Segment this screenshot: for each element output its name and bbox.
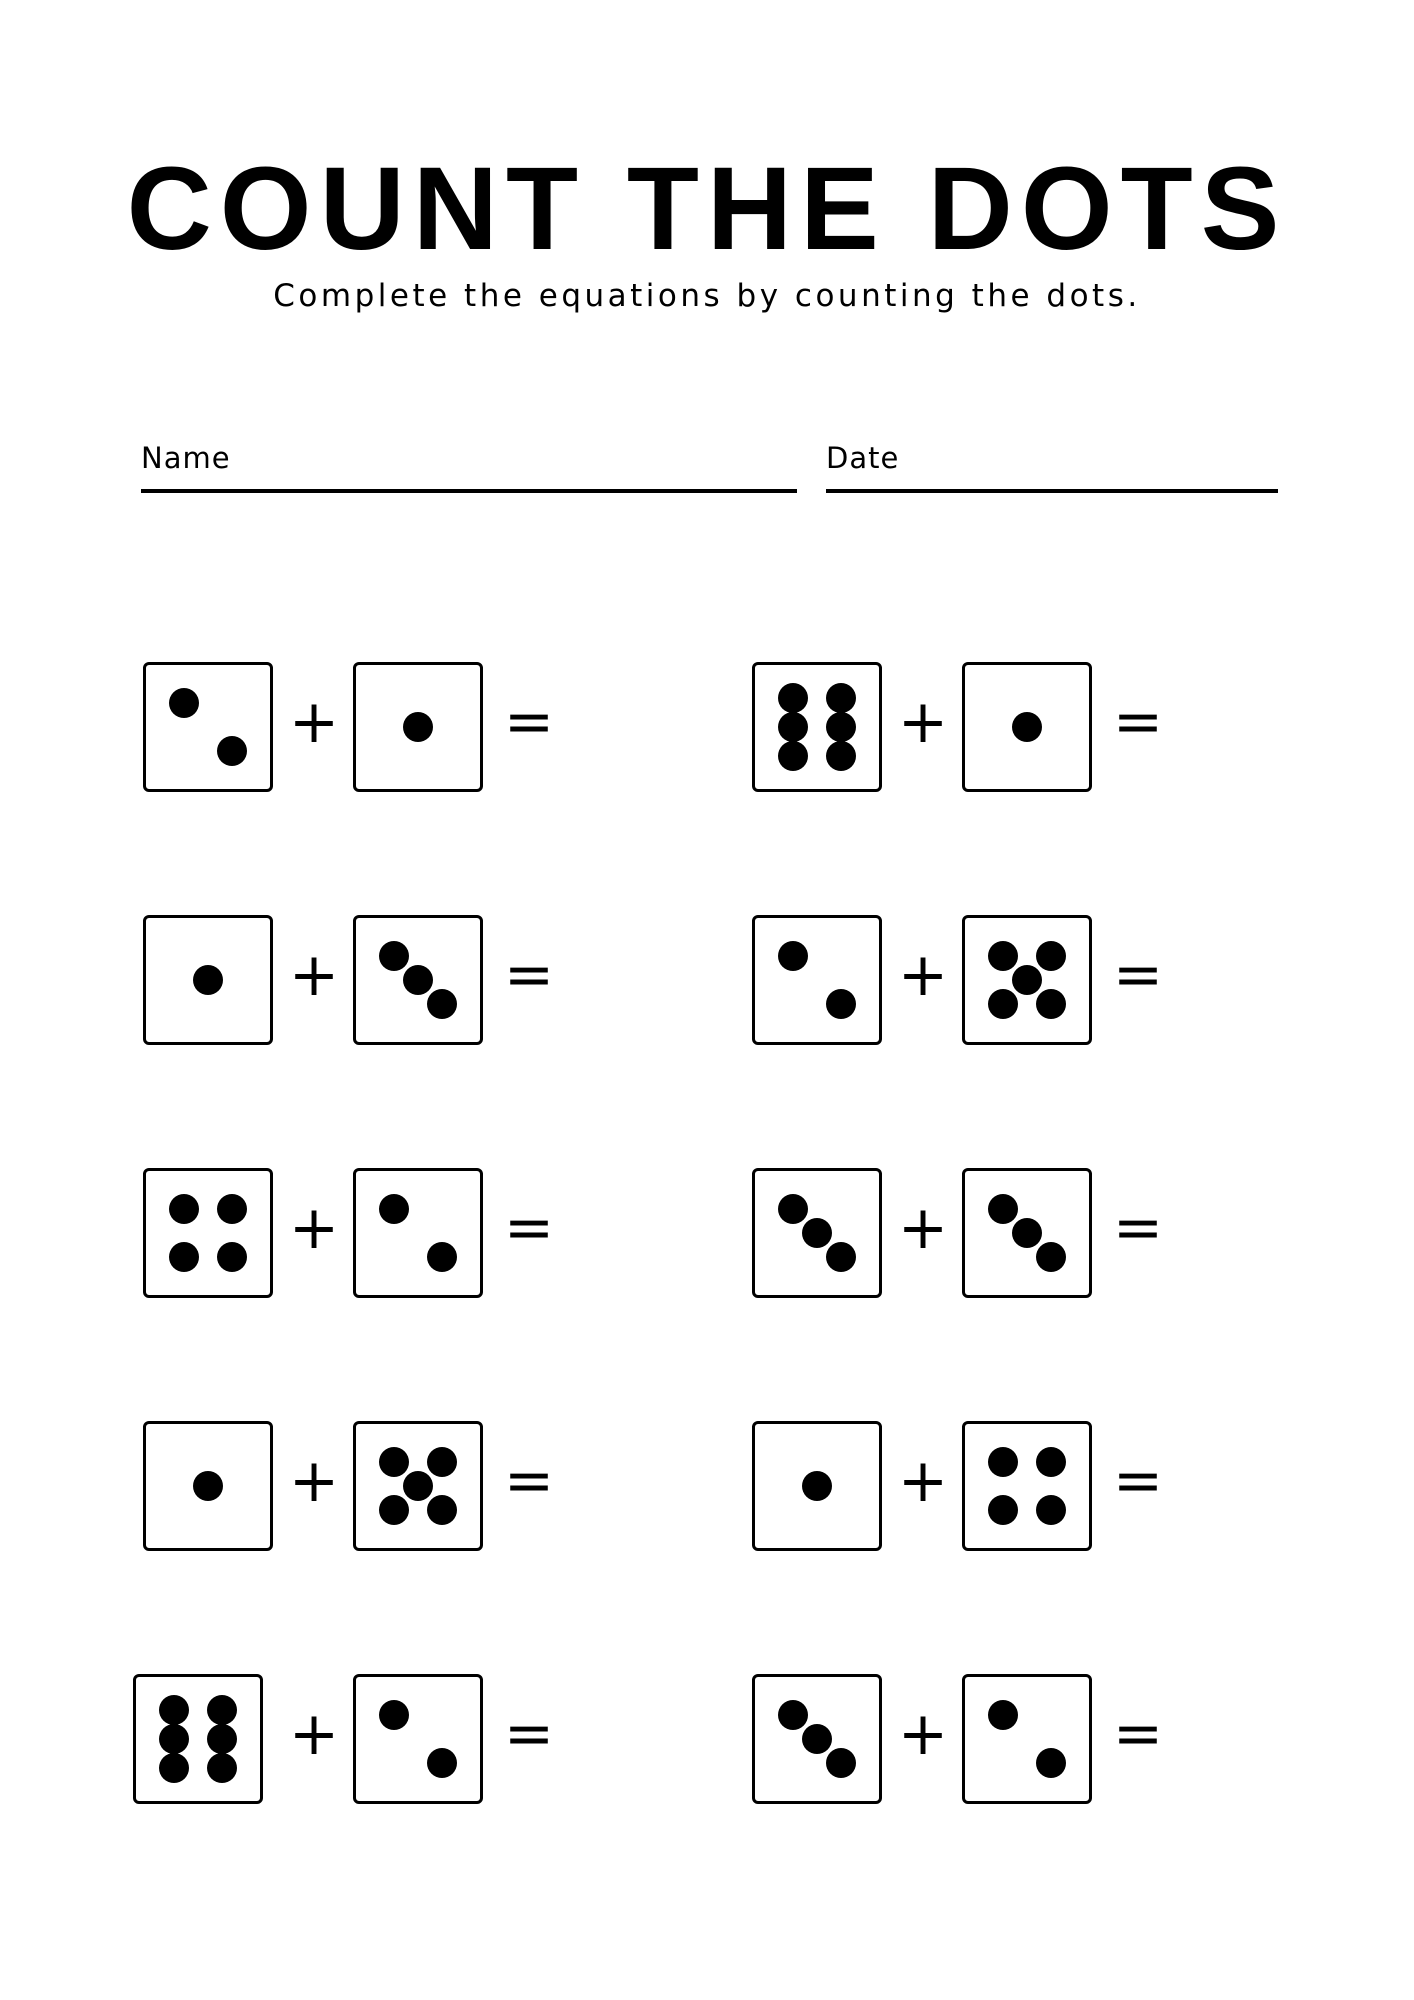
die-pips <box>136 1677 260 1801</box>
die-face-3 <box>962 1168 1092 1298</box>
die-pip <box>1012 1218 1042 1248</box>
die-pip <box>217 736 247 766</box>
die-pip <box>826 741 856 771</box>
die-pip <box>379 1700 409 1730</box>
die-pips <box>755 1677 879 1801</box>
die-face-2 <box>143 662 273 792</box>
die-pip <box>778 1700 808 1730</box>
die-pip <box>826 683 856 713</box>
name-field[interactable] <box>141 489 797 493</box>
plus-sign: + <box>897 1446 949 1516</box>
equals-sign: = <box>503 940 555 1010</box>
die-pip <box>159 1695 189 1725</box>
die-pips <box>356 1677 480 1801</box>
die-pip <box>778 683 808 713</box>
die-face-1 <box>752 1421 882 1551</box>
die-pip <box>207 1753 237 1783</box>
die-face-6 <box>133 1674 263 1804</box>
die-pip <box>988 989 1018 1019</box>
die-pip <box>427 1748 457 1778</box>
page-subtitle: Complete the equations by counting the dots. <box>273 278 1141 314</box>
die-pip <box>826 989 856 1019</box>
die-pip <box>826 1748 856 1778</box>
die-pips <box>755 918 879 1042</box>
die-pip <box>988 1495 1018 1525</box>
die-pip <box>427 1242 457 1272</box>
die-pip <box>207 1695 237 1725</box>
die-pip <box>1036 1748 1066 1778</box>
plus-sign: + <box>897 940 949 1010</box>
die-pips <box>965 1171 1089 1295</box>
die-face-3 <box>752 1674 882 1804</box>
date-field[interactable] <box>826 489 1278 493</box>
die-pip <box>778 712 808 742</box>
plus-sign: + <box>288 1193 340 1263</box>
die-pip <box>193 1471 223 1501</box>
die-pip <box>1036 1242 1066 1272</box>
die-pips <box>146 918 270 1042</box>
equals-sign: = <box>1112 1193 1164 1263</box>
die-pip <box>427 989 457 1019</box>
die-face-2 <box>752 915 882 1045</box>
die-face-3 <box>353 915 483 1045</box>
die-pip <box>379 1194 409 1224</box>
die-face-6 <box>752 662 882 792</box>
die-pips <box>965 918 1089 1042</box>
die-pip <box>159 1753 189 1783</box>
equals-sign: = <box>1112 940 1164 1010</box>
die-pip <box>988 1447 1018 1477</box>
die-pips <box>755 1171 879 1295</box>
die-pip <box>403 712 433 742</box>
date-label: Date <box>826 441 900 475</box>
die-pip <box>826 712 856 742</box>
die-pip <box>1036 1447 1066 1477</box>
die-pips <box>146 1424 270 1548</box>
equals-sign: = <box>503 1193 555 1263</box>
die-face-5 <box>353 1421 483 1551</box>
die-pip <box>778 1194 808 1224</box>
die-pip <box>427 1447 457 1477</box>
plus-sign: + <box>897 1699 949 1769</box>
equals-sign: = <box>503 687 555 757</box>
die-pips <box>146 665 270 789</box>
die-pips <box>356 1171 480 1295</box>
die-face-4 <box>962 1421 1092 1551</box>
die-pip <box>403 965 433 995</box>
page-title: COUNT THE DOTS <box>126 143 1288 275</box>
die-face-2 <box>353 1674 483 1804</box>
die-pips <box>965 665 1089 789</box>
die-pip <box>169 1194 199 1224</box>
die-pips <box>146 1171 270 1295</box>
die-pips <box>755 1424 879 1548</box>
plus-sign: + <box>288 1446 340 1516</box>
die-pip <box>1012 965 1042 995</box>
die-pip <box>379 941 409 971</box>
die-pip <box>427 1495 457 1525</box>
equals-sign: = <box>503 1699 555 1769</box>
plus-sign: + <box>897 1193 949 1263</box>
plus-sign: + <box>897 687 949 757</box>
die-pip <box>988 1700 1018 1730</box>
die-pip <box>802 1471 832 1501</box>
equals-sign: = <box>1112 687 1164 757</box>
die-pip <box>778 941 808 971</box>
die-pips <box>356 1424 480 1548</box>
name-label: Name <box>141 441 231 475</box>
die-pip <box>217 1194 247 1224</box>
equals-sign: = <box>1112 1699 1164 1769</box>
die-face-1 <box>962 662 1092 792</box>
die-pip <box>169 688 199 718</box>
die-pip <box>1036 941 1066 971</box>
die-pip <box>159 1724 189 1754</box>
die-pips <box>356 665 480 789</box>
die-face-1 <box>143 915 273 1045</box>
die-pip <box>207 1724 237 1754</box>
equals-sign: = <box>503 1446 555 1516</box>
die-pip <box>403 1471 433 1501</box>
die-face-1 <box>143 1421 273 1551</box>
die-face-1 <box>353 662 483 792</box>
die-face-2 <box>962 1674 1092 1804</box>
die-pip <box>802 1724 832 1754</box>
die-face-3 <box>752 1168 882 1298</box>
die-pip <box>379 1447 409 1477</box>
die-pip <box>802 1218 832 1248</box>
die-pip <box>379 1495 409 1525</box>
die-pip <box>988 1194 1018 1224</box>
plus-sign: + <box>288 940 340 1010</box>
die-face-5 <box>962 915 1092 1045</box>
die-pip <box>193 965 223 995</box>
die-pip <box>1012 712 1042 742</box>
die-pip <box>826 1242 856 1272</box>
die-pip <box>1036 989 1066 1019</box>
plus-sign: + <box>288 687 340 757</box>
die-pips <box>356 918 480 1042</box>
plus-sign: + <box>288 1699 340 1769</box>
equals-sign: = <box>1112 1446 1164 1516</box>
die-face-4 <box>143 1168 273 1298</box>
die-pip <box>778 741 808 771</box>
die-pip <box>217 1242 247 1272</box>
die-pip <box>988 941 1018 971</box>
die-pips <box>755 665 879 789</box>
die-pip <box>169 1242 199 1272</box>
die-pip <box>1036 1495 1066 1525</box>
die-face-2 <box>353 1168 483 1298</box>
die-pips <box>965 1677 1089 1801</box>
die-pips <box>965 1424 1089 1548</box>
